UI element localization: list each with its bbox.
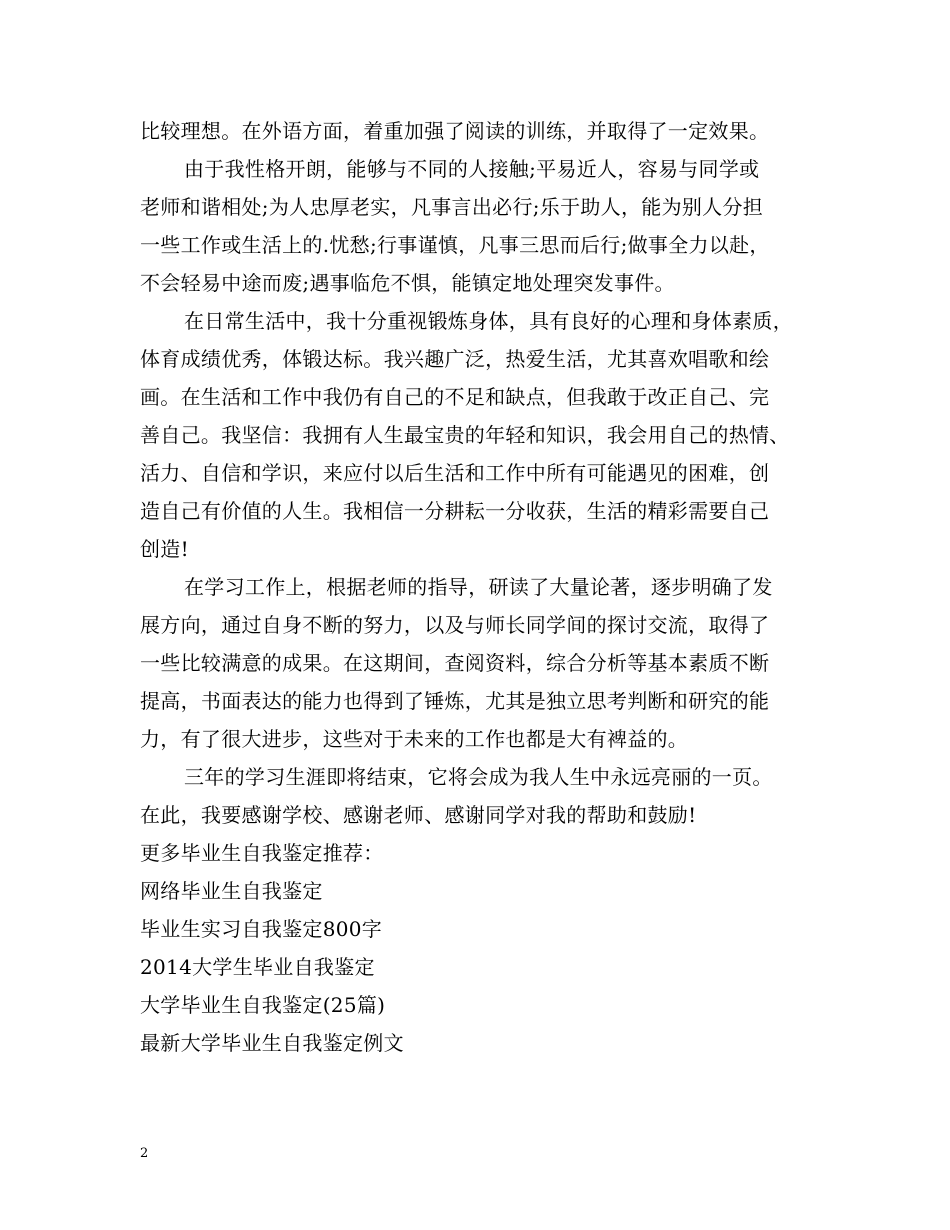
paragraph-line: 不会轻易中途而废;遇事临危不惧，能镇定地处理突发事件。	[140, 271, 675, 295]
paragraph-line: 力，有了很大进步，这些对于未来的工作也都是大有裨益的。	[140, 727, 689, 751]
paragraph-line: 比较理想。在外语方面，着重加强了阅读的训练，并取得了一定效果。	[140, 119, 770, 143]
paragraph-line: 提高，书面表达的能力也得到了锤炼，尤其是独立思考判断和研究的能	[140, 689, 770, 713]
paragraph-line: 在此，我要感谢学校、感谢老师、感谢同学对我的帮助和鼓励!	[140, 803, 697, 827]
paragraph-line: 一些工作或生活上的.忧愁;行事谨慎，凡事三思而后行;做事全力以赴，	[140, 233, 770, 257]
paragraph-line: 造自己有价值的人生。我相信一分耕耘一分收获，生活的精彩需要自己	[140, 499, 770, 523]
paragraph-line: 三年的学习生涯即将结束，它将会成为我人生中永远亮丽的一页。	[184, 765, 773, 789]
document-body	[140, 112, 820, 1062]
paragraph-line: 展方向，通过自身不断的努力，以及与师长同学间的探讨交流，取得了	[140, 613, 770, 637]
paragraph-line: 在学习工作上，根据老师的指导，研读了大量论著，逐步明确了发	[184, 575, 773, 599]
recommend-link[interactable]: 大学毕业生自我鉴定(25篇)	[140, 993, 386, 1017]
paragraph-line: 老师和谐相处;为人忠厚老实，凡事言出必行;乐于助人，能为别人分担	[140, 195, 764, 219]
paragraph-line: 创造!	[140, 537, 189, 561]
recommend-link[interactable]: 网络毕业生自我鉴定	[140, 879, 323, 903]
paragraph-line: 体育成绩优秀，体锻达标。我兴趣广泛，热爱生活，尤其喜欢唱歌和绘	[140, 347, 770, 371]
recommend-link[interactable]: 最新大学毕业生自我鉴定例文	[140, 1031, 404, 1055]
paragraph-line: 活力、自信和学识，来应付以后生活和工作中所有可能遇见的困难，创	[140, 461, 770, 485]
paragraph-line: 在日常生活中，我十分重视锻炼身体，具有良好的心理和身体素质，	[184, 309, 793, 333]
recommend-heading: 更多毕业生自我鉴定推荐：	[140, 841, 384, 865]
paragraph-line: 一些比较满意的成果。在这期间，查阅资料，综合分析等基本素质不断	[140, 651, 770, 675]
paragraph-line: 善自己。我坚信：我拥有人生最宝贵的年轻和知识，我会用自己的热情、	[140, 423, 790, 447]
recommend-link[interactable]: 2014大学生毕业自我鉴定	[140, 955, 375, 979]
page-number: 2	[140, 1146, 149, 1161]
recommend-link[interactable]: 毕业生实习自我鉴定800字	[140, 917, 383, 941]
paragraph-line: 画。在生活和工作中我仍有自己的不足和缺点，但我敢于改正自己、完	[140, 385, 770, 409]
paragraph-line: 由于我性格开朗，能够与不同的人接触;平易近人，容易与同学或	[184, 157, 760, 181]
